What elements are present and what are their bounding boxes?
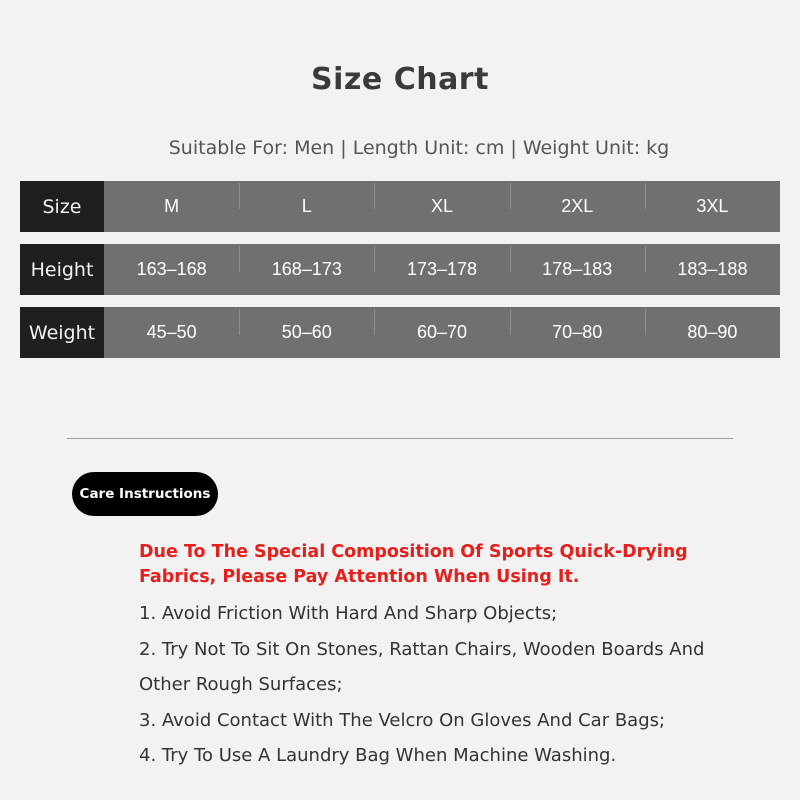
table-cell: 173–178	[374, 259, 509, 280]
table-cell: 50–60	[239, 322, 374, 343]
table-cell: 45–50	[146, 322, 197, 342]
table-cell: M	[164, 196, 180, 216]
table-cell: 163–168	[136, 259, 207, 279]
row-header-size: Size	[20, 181, 104, 232]
row-header-weight: Weight	[20, 307, 104, 358]
row-values	[104, 181, 780, 232]
row-header-height: Height	[20, 244, 104, 295]
row-values	[104, 307, 780, 358]
size-chart-table	[20, 181, 780, 370]
table-cell: 178–183	[510, 259, 645, 280]
care-instructions-badge: Care Instructions	[72, 472, 218, 516]
care-warning: Due To The Special Composition Of Sports Quick-Drying Fabrics, Please Pay Attention When Using It.	[139, 542, 688, 587]
page-subtitle: Suitable For: Men | Length Unit: cm | Weight Unit: kg	[168, 137, 670, 159]
table-cell: 60–70	[374, 322, 509, 343]
list-item: 1. Avoid Friction With Hard And Sharp Objects;	[139, 603, 558, 624]
table-cell: 70–80	[510, 322, 645, 343]
section-divider	[67, 438, 733, 439]
care-instructions	[139, 540, 759, 774]
row-values	[104, 244, 780, 295]
list-item: 4. Try To Use A Laundry Bag When Machine Washing.	[139, 745, 617, 766]
list-item: 2. Try Not To Sit On Stones, Rattan Chairs, Wooden Boards And Other Rough Surfaces;	[139, 638, 705, 695]
size-row	[20, 181, 780, 232]
table-cell: 183–188	[645, 259, 780, 280]
table-cell: 168–173	[239, 259, 374, 280]
weight-row	[20, 307, 780, 358]
table-cell: L	[239, 196, 374, 217]
table-cell: 2XL	[510, 196, 645, 217]
table-cell: 3XL	[645, 196, 780, 217]
table-cell: 80–90	[645, 322, 780, 343]
page-title: Size Chart	[311, 62, 489, 97]
table-cell: XL	[374, 196, 509, 217]
list-item: 3. Avoid Contact With The Velcro On Gloves And Car Bags;	[139, 709, 666, 731]
height-row	[20, 244, 780, 295]
care-list	[139, 596, 759, 774]
